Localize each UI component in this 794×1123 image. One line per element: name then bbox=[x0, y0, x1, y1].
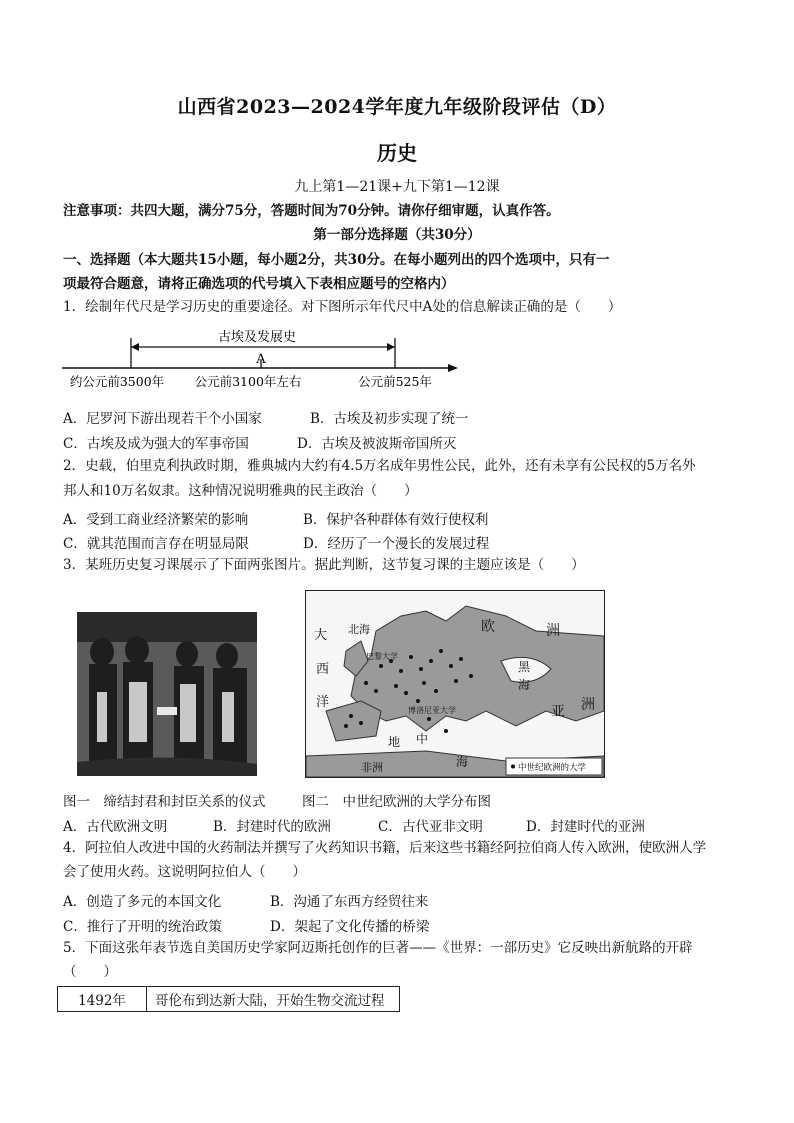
map-legend-label: 中世纪欧洲的大学 bbox=[518, 763, 587, 773]
legend-dot bbox=[511, 765, 515, 769]
q3-stem: 3．某班历史复习课展示了下面两张图片。据此判断，这节复习课的主题应该是（ ） bbox=[63, 557, 585, 573]
q4-stem-2: 会了使用火药。这说明阿拉伯人（ ） bbox=[63, 864, 306, 880]
timeline-figure bbox=[62, 326, 462, 396]
q2-option-c[interactable]: C．就其范围而言存在明显局限 bbox=[63, 536, 249, 552]
q3-option-b[interactable]: B．封建时代的欧洲 bbox=[213, 819, 331, 835]
vassal-ceremony-image bbox=[77, 612, 257, 776]
tick-label-3100: 公元前3100年左右 bbox=[194, 374, 302, 389]
q1-option-b[interactable]: B．古埃及初步实现了统一 bbox=[310, 411, 469, 427]
map-label-hai: 海 bbox=[518, 678, 531, 692]
map-label-hai2: 海 bbox=[456, 755, 469, 769]
q3-option-a[interactable]: A．古代欧洲文明 bbox=[63, 819, 168, 835]
map-label-zhong: 中 bbox=[416, 732, 429, 746]
q1-option-a[interactable]: A．尼罗河下游出现若干个小国家 bbox=[63, 411, 262, 427]
table-cell-year: 1492年 bbox=[58, 987, 147, 1012]
europe-map bbox=[306, 591, 604, 777]
map-label-di: 地 bbox=[388, 735, 401, 749]
q4-option-a[interactable]: A．创造了多元的本国文化 bbox=[63, 894, 222, 910]
q2-stem-1: 2．史载，伯里克利执政时期，雅典城内大约有4.5万名成年男性公民，此外，还有未享有公民权的5万名外 bbox=[63, 458, 696, 474]
q1-option-c[interactable]: C．古埃及成为强大的军事帝国 bbox=[63, 436, 249, 452]
q3-option-c[interactable]: C．古代亚非文明 bbox=[378, 819, 483, 835]
tick-label-525: 公元前525年 bbox=[358, 374, 432, 389]
exam-scope: 九上第1—21课+九下第1—12课 bbox=[294, 179, 500, 195]
notice: 注意事项：共四大题，满分75分，答题时间为70分钟。请你仔细审题，认真作答。 bbox=[63, 203, 560, 219]
q4-stem-1: 4．阿拉伯人改进中国的火药制法并撰写了火药知识书籍，后来这些书籍经阿拉伯商人传入欧洲，使欧洲人学 bbox=[63, 840, 707, 856]
map-label-zhou2: 洲 bbox=[581, 697, 595, 713]
q2-option-a[interactable]: A．受到工商业经济繁荣的影响 bbox=[63, 512, 249, 528]
table-row bbox=[58, 987, 400, 1012]
q4-option-b[interactable]: B．沟通了东西方经贸往来 bbox=[270, 894, 429, 910]
q4-option-c[interactable]: C．推行了开明的统治政策 bbox=[63, 919, 222, 935]
timeline-caption: 古埃及发展史 bbox=[217, 330, 297, 345]
q4-option-d[interactable]: D．架起了文化传播的桥梁 bbox=[270, 919, 430, 935]
q2-option-d[interactable]: D．经历了一个漫长的发展过程 bbox=[303, 536, 490, 552]
q1-stem: 1．绘制年代尺是学习历史的重要途径。对下图所示年代尺中A处的信息解读正确的是（ ） bbox=[63, 299, 622, 315]
q3-option-d[interactable]: D．封建时代的亚洲 bbox=[526, 819, 645, 835]
universities-map bbox=[305, 590, 605, 778]
span-arrow-left bbox=[131, 343, 139, 351]
q2-option-b[interactable]: B．保护各种群体有效行使权利 bbox=[303, 512, 489, 528]
map-label-hei: 黑 bbox=[518, 660, 531, 674]
map-label-yang: 洋 bbox=[316, 695, 330, 710]
map-label-ou: 欧 bbox=[481, 619, 495, 635]
subject-title: 历史 bbox=[377, 141, 417, 165]
timeline-arrow bbox=[448, 364, 458, 372]
map-label-paris: 巴黎大学 bbox=[366, 652, 398, 661]
map-label-feizhou: 非洲 bbox=[361, 761, 383, 774]
map-label-da: 大 bbox=[314, 628, 328, 643]
tick-label-3500: 约公元前3500年 bbox=[69, 374, 165, 389]
q5-stem-2: （ ） bbox=[63, 964, 117, 980]
map-label-ya: 亚 bbox=[551, 704, 565, 720]
timeline-marker-a: A bbox=[256, 352, 266, 367]
table-cell-event: 哥伦布到达新大陆，开始生物交流过程 bbox=[147, 987, 400, 1012]
q3-caption-2: 图二 中世纪欧洲的大学分布图 bbox=[302, 794, 491, 810]
q2-stem-2: 邦人和10万名奴隶。这种情况说明雅典的民主政治（ ） bbox=[63, 483, 418, 499]
map-label-bologna: 博洛尼亚大学 bbox=[408, 706, 456, 715]
section1-instructions-2: 项最符合题意，请将正确选项的代号填入下表相应题号的空格内） bbox=[63, 276, 455, 292]
q3-caption-1: 图一 缔结封君和封臣关系的仪式 bbox=[63, 794, 266, 810]
part1-heading: 第一部分选择题（共30分） bbox=[313, 227, 481, 243]
map-label-xi: 西 bbox=[316, 662, 330, 677]
map-label-zhou: 洲 bbox=[546, 623, 560, 639]
span-arrow-right bbox=[387, 343, 395, 351]
exam-title: 山西省2023—2024学年度九年级阶段评估（D） bbox=[177, 96, 617, 118]
map-label-beihai: 北海 bbox=[348, 623, 370, 636]
section1-instructions-1: 一、选择题（本大题共15小题，每小题2分，共30分。在每小题列出的四个选项中，只有一 bbox=[63, 252, 610, 268]
q1-option-d[interactable]: D．古埃及被波斯帝国所灭 bbox=[297, 436, 457, 452]
q5-stem-1: 5．下面这张年表节选自美国历史学家阿迈斯托创作的巨著——《世界：一部历史》它反映出新航路的开辟 bbox=[63, 940, 693, 956]
chronology-table bbox=[57, 986, 400, 1012]
ceremony-illustration bbox=[77, 612, 257, 776]
